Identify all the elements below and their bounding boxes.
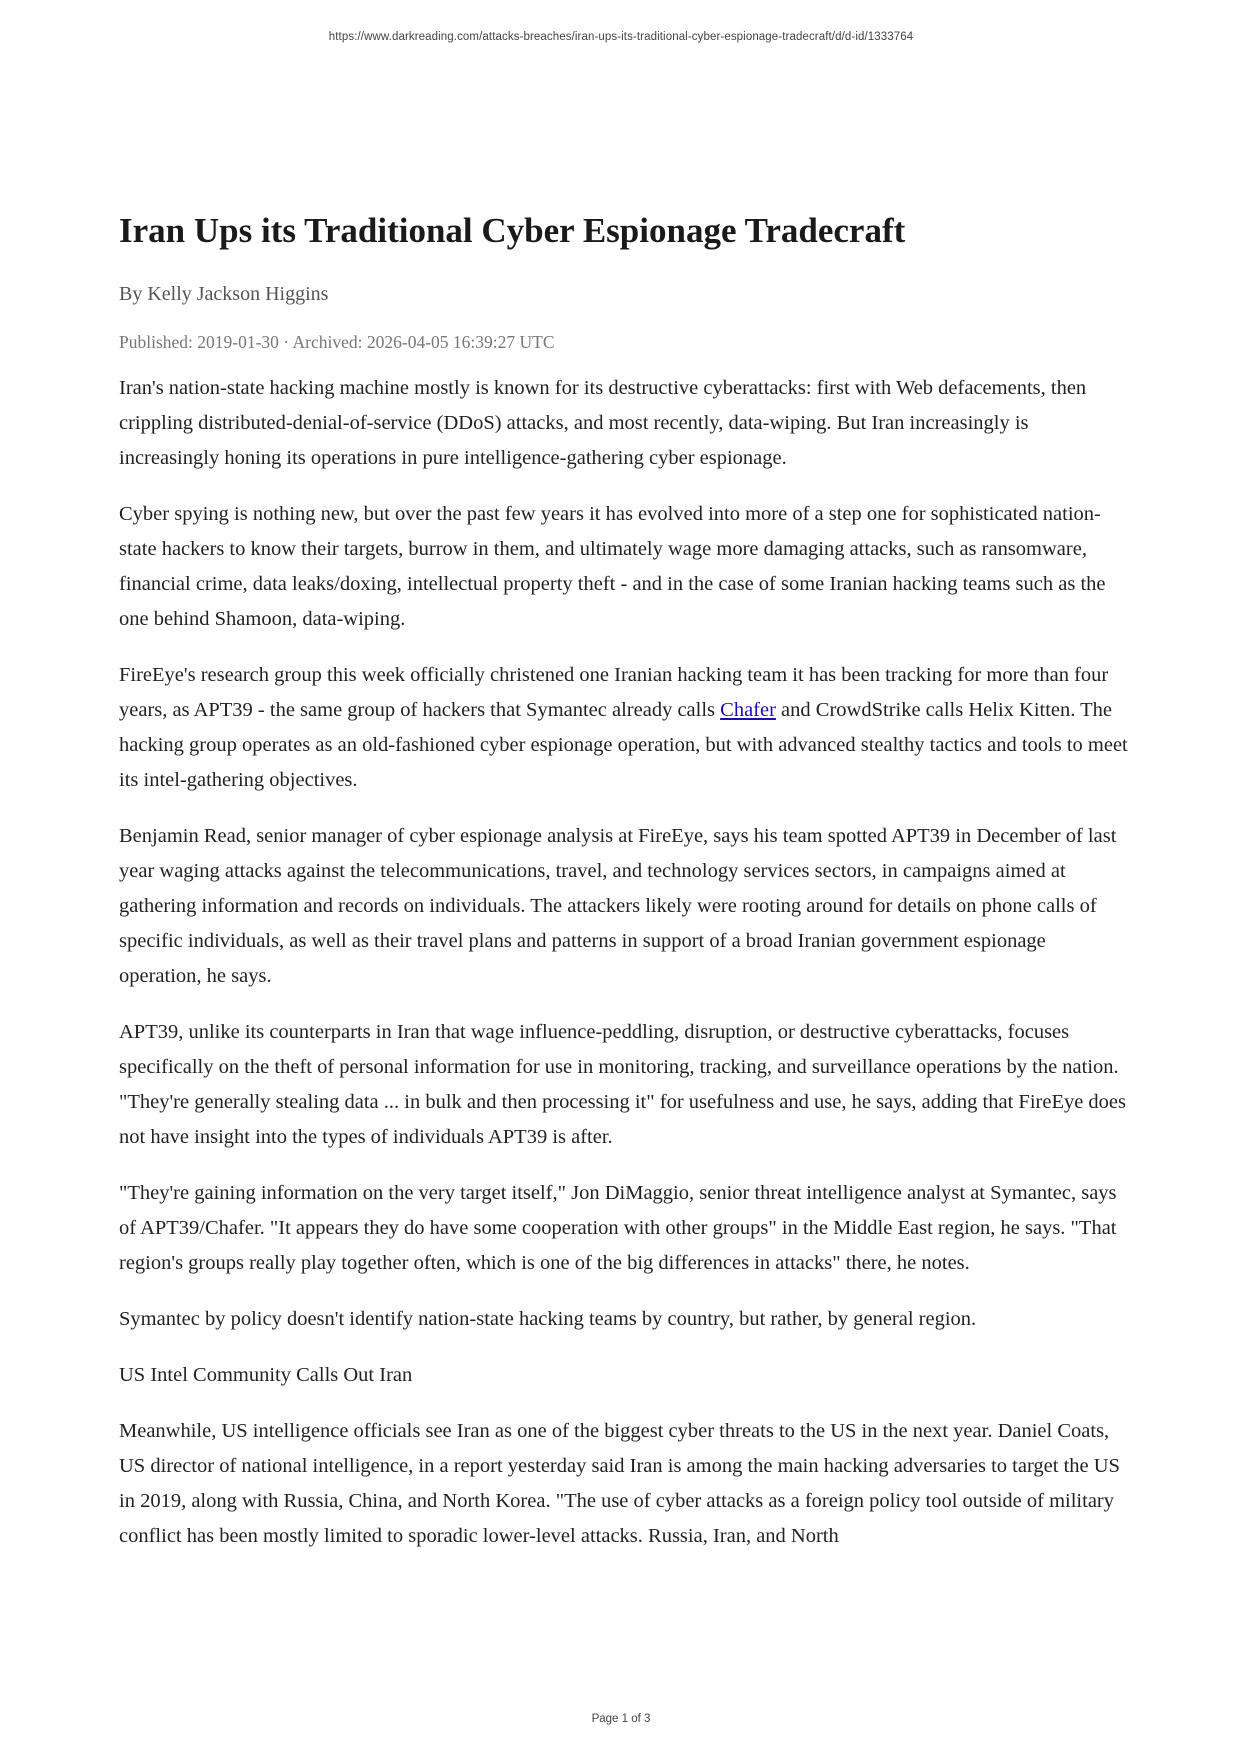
paragraph-text: FireEye's research group this week officially christened one Iranian hacking team it has been tracking for more than four years, as APT39 - the same group of hackers that Symantec already calls — [119, 664, 1109, 721]
section-heading: US Intel Community Calls Out Iran — [119, 1364, 413, 1386]
paragraph: Benjamin Read, senior manager of cyber espionage analysis at FireEye, says his team spotted APT39 in December of last year waging attacks against the telecommunications, travel, and technology services sectors, in campaigns aimed at gathering information and records on individuals. The attackers likely were rooting around for details on phone calls of specific individuals, as well as their travel plans and patterns in support of a broad Iranian government espionage operation, he says. — [119, 825, 1117, 987]
article-title: Iran Ups its Traditional Cyber Espionage Tradecraft — [119, 211, 906, 250]
paragraph — [119, 658, 1129, 798]
article-container — [119, 210, 1129, 1575]
paragraph: Cyber spying is nothing new, but over the past few years it has evolved into more of a step one for sophisticated nation-state hackers to know their targets, burrow in them, and ultimately wage more damaging attacks, such as ransomware, financial crime, data leaks/doxing, intellectual property theft - and in the case of some Iranian hacking teams such as the one behind Shamoon, data-wiping. — [119, 503, 1106, 630]
paragraph: APT39, unlike its counterparts in Iran that wage influence-peddling, disruption, or destructive cyberattacks, focuses specifically on the theft of personal information for use in monitoring, tracking, and surveillance operations by the nation. "They're generally stealing data ... in bulk and then processing it" for usefulness and use, he says, adding that FireEye does not have insight into the types of individuals APT39 is after. — [119, 1021, 1127, 1148]
paragraph-text: and CrowdStrike calls Helix Kitten. The hacking group operates as an old-fashioned cyber espionage operation, but with advanced stealthy tactics and tools to meet its intel-gathering objectives. — [119, 699, 1128, 791]
article-body — [119, 371, 1129, 1554]
article-byline: By Kelly Jackson Higgins — [119, 283, 329, 305]
page-number: Page 1 of 3 — [591, 1713, 651, 1725]
article-dates: Published: 2019-01-30 · Archived: 2026-04-05 16:39:27 UTC — [119, 332, 555, 352]
source-url: https://www.darkreading.com/attacks-breaches/iran-ups-its-traditional-cyber-espionage-tradecraft/d/d-id/1333764 — [328, 31, 914, 43]
paragraph: "They're gaining information on the very target itself," Jon DiMaggio, senior threat intelligence analyst at Symantec, says of APT39/Chafer. "It appears they do have some cooperation with other groups" in the Middle East region, he says. "That region's groups really play together often, which is one of the big differences in attacks" there, he notes. — [119, 1182, 1117, 1274]
paragraph: Symantec by policy doesn't identify nation-state hacking teams by country, but rather, by general region. — [119, 1308, 977, 1330]
paragraph: Meanwhile, US intelligence officials see Iran as one of the biggest cyber threats to the US in the next year. Daniel Coats, US director of national intelligence, in a report yesterday said Iran is among the main hacking adversaries to target the US in 2019, along with Russia, China, and North Korea. "The use of cyber attacks as a foreign policy tool outside of military conflict has been mostly limited to sporadic lower-level attacks. Russia, Iran, and North — [119, 1420, 1120, 1547]
chafer-link[interactable]: Chafer — [720, 699, 776, 721]
paragraph: Iran's nation-state hacking machine mostly is known for its destructive cyberattacks: first with Web defacements, then crippling distributed-denial-of-service (DDoS) attacks, and most recently, data-wiping. But Iran increasingly is increasingly honing its operations in pure intelligence-gathering cyber espionage. — [119, 377, 1087, 469]
